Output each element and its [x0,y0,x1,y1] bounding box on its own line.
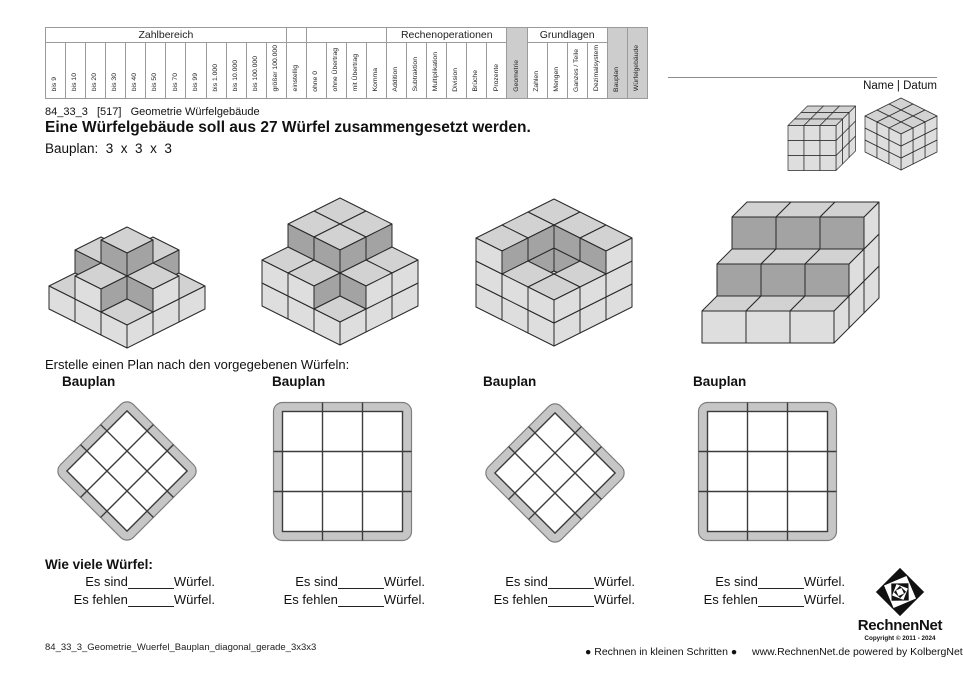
bauplan-grid-diamond-2 [480,398,630,548]
topic-column-label: größer 100.000 [271,45,279,92]
topic-group-label: Rechenoperationen [387,28,507,43]
answer-label: Es sind [295,574,338,589]
topic-column-bauplan [607,28,627,99]
topic-column-label: bis 30 [111,73,119,92]
topic-column-label: Mengen [552,66,560,92]
answer-line-fehlen-1 [43,592,215,607]
topic-column [46,43,66,99]
answer-suffix: Würfel. [593,574,635,589]
answer-line-fehlen-2 [253,592,425,607]
answer-label: Es sind [715,574,758,589]
topic-column [587,43,607,99]
answer-line-sind-3 [463,574,635,589]
topic-column [166,43,186,99]
answer-line-fehlen-3 [463,592,635,607]
answer-blank [758,593,804,607]
topic-column [547,43,567,99]
answer-blank [338,575,384,589]
answer-line-sind-4 [673,574,845,589]
answer-blank [758,575,804,589]
figure-host-1 [47,199,207,350]
footer-url: www.RechnenNet.de powered by KolbergNet [752,646,963,658]
bauplan-grid-square-2 [695,399,840,544]
answer-suffix: Würfel. [803,592,845,607]
topic-column [467,43,487,99]
topic-column [206,43,226,99]
answer-line-sind-2 [253,574,425,589]
bauplan-grid-diamond [52,396,202,546]
answer-line-sind-1 [43,574,215,589]
cube-building-with-pit [474,197,634,348]
topic-column [246,43,266,99]
topic-column-label: Subtraktion [412,57,420,92]
answer-blank [128,575,174,589]
bauplan-grid-diamond [480,398,630,548]
worksheet-code: 84_33_3 [517] Geometrie Würfelgebäude [45,106,260,118]
pinwheel-logo-icon [874,566,926,618]
topic-column-label: Bauplan [612,66,620,92]
topic-column [447,43,467,99]
topic-column-label: bis 9 [51,77,59,92]
answer-suffix: Würfel. [173,574,215,589]
topic-column [106,43,126,99]
logo-text: RechnenNet [857,617,943,634]
topic-column-label: bis 70 [171,73,179,92]
reference-cubes [786,96,939,172]
topic-column [186,43,206,99]
answer-label: Es fehlen [703,592,758,607]
answer-blank [548,575,594,589]
topic-column [126,43,146,99]
answer-label: Es sind [85,574,128,589]
topic-header-table [45,27,648,99]
topic-column [226,43,246,99]
topic-group-label [286,28,306,43]
rechnennet-logo [850,566,950,642]
topic-column [367,43,387,99]
answer-label: Es fehlen [73,592,128,607]
name-datum-label: Name | Datum [863,80,937,92]
bauplan-label-4: Bauplan [693,374,747,389]
figure-host-2 [260,196,420,347]
topic-column [407,43,427,99]
answer-suffix: Würfel. [593,592,635,607]
topic-column-würfelgebäude [627,28,647,99]
topic-column-label: Division [452,67,460,92]
topic-column-geometrie [507,28,527,99]
topic-column-label: Komma [372,68,380,92]
topic-column [527,43,547,99]
topic-column [567,43,587,99]
topic-column-label: Zahlen [532,70,540,92]
topic-column-label: mit Übertrag [352,54,360,92]
name-datum-line [668,77,937,78]
cube-3x3x3-corner [863,96,939,172]
topic-column-label: bis 10 [71,73,79,92]
logo-copyright: Copyright © 2011 - 2024 [864,634,936,642]
topic-column [146,43,166,99]
topic-column-label: Multiplikation [432,52,440,92]
cube-3x3x3-straight [786,104,858,173]
answer-blank [548,593,594,607]
answer-line-fehlen-4 [673,592,845,607]
topic-column-label: bis 1.000 [211,63,219,92]
footer-filename: 84_33_3_Geometrie_Wuerfel_Bauplan_diagonal_gerade_3x3x3 [45,642,317,653]
cube-building-pyramid-diagonal [47,199,207,350]
answer-suffix: Würfel. [383,574,425,589]
footer-motto: ● Rechnen in kleinen Schritten ● [585,646,738,658]
question-heading: Wie viele Würfel: [45,557,153,572]
topic-column [66,43,86,99]
topic-column [266,43,286,99]
topic-group-label: Grundlagen [527,28,607,43]
topic-column [346,43,366,99]
topic-column-label: Prozente [492,64,500,92]
instruction-text: Erstelle einen Plan nach den vorgegebenen Würfeln: [45,357,350,372]
topic-group-label [306,28,386,43]
bauplan-label-3: Bauplan [483,374,537,389]
answer-label: Es fehlen [493,592,548,607]
cube-building-steps-diagonal [260,196,420,347]
topic-column [86,43,106,99]
cube-building-staircase-straight [700,200,881,345]
answer-label: Es fehlen [283,592,338,607]
topic-column-label: ohne Übertrag [332,48,339,92]
topic-column-label: Ganzes / Teile [572,48,580,92]
bauplan-grid-square-1 [270,399,415,544]
topic-column-label: Würfelgebäude [632,45,640,92]
topic-group-label: Zahlbereich [46,28,287,43]
bauplan-label-1: Bauplan [62,374,116,389]
worksheet-subtitle: Bauplan: 3 x 3 x 3 [45,141,172,156]
topic-column-label: bis 10.000 [231,60,239,92]
topic-column-label: ohne 0 [311,70,319,92]
topic-column [387,43,407,99]
topic-column-label: bis 20 [91,73,99,92]
topic-column [487,43,507,99]
bauplan-grid-square [695,399,840,544]
topic-column-label: Geometrie [512,59,520,92]
topic-column-label: Brüche [472,69,480,92]
answer-blank [128,593,174,607]
bauplan-grid-square [270,399,415,544]
worksheet-title: Eine Würfelgebäude soll aus 27 Würfel zusammengesetzt werden. [45,119,531,136]
answer-suffix: Würfel. [803,574,845,589]
topic-column [306,43,326,99]
topic-column [326,43,346,99]
answer-label: Es sind [505,574,548,589]
figure-host-4 [700,200,881,345]
topic-column-label: Addition [392,66,400,92]
topic-column-label: Dezimalsystem [592,45,600,92]
topic-column [427,43,447,99]
bauplan-label-2: Bauplan [272,374,326,389]
answer-blank [338,593,384,607]
topic-column [286,43,306,99]
bauplan-grid-diamond-1 [52,396,202,546]
topic-column-label: einstellig [291,65,299,92]
topic-column-label: bis 40 [131,73,139,92]
answer-suffix: Würfel. [173,592,215,607]
answer-suffix: Würfel. [383,592,425,607]
topic-column-label: bis 50 [151,73,159,92]
topic-column-label: bis 99 [191,73,199,92]
topic-column-label: bis 100.000 [251,56,259,92]
figure-host-3 [474,197,634,348]
